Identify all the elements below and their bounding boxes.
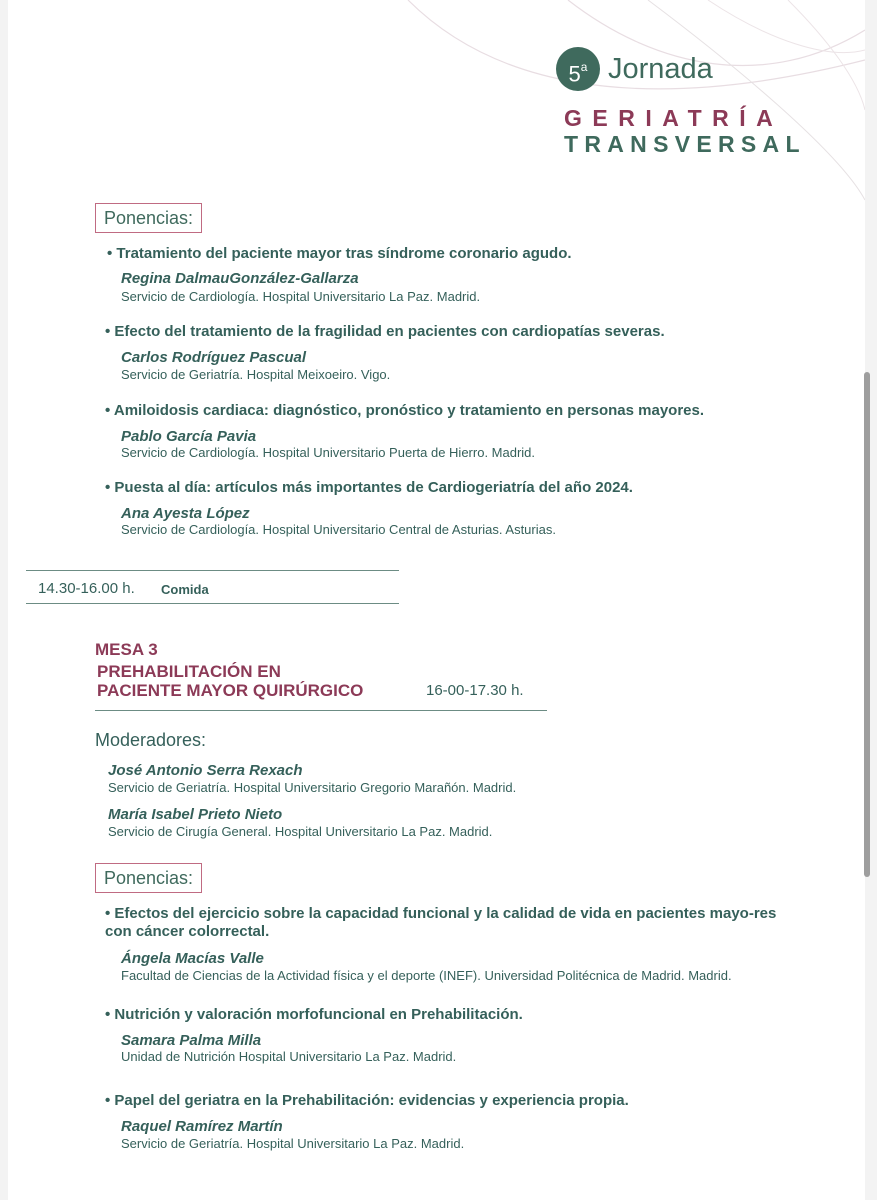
logo-line-transversal: TRANSVERSAL: [564, 131, 806, 157]
scrollbar-thumb[interactable]: [864, 372, 870, 877]
moderator-name: María Isabel Prieto Nieto: [108, 806, 283, 823]
document-page: [8, 0, 865, 1200]
talk-speaker: Samara Palma Milla: [121, 1032, 262, 1049]
mesa-number: MESA 3: [95, 640, 158, 659]
break-time: 14.30-16.00 h.: [38, 580, 135, 597]
talk-affiliation: Facultad de Ciencias de la Actividad física y el deporte (INEF). Universidad Politécnica de Madrid. Madrid.: [121, 968, 732, 983]
edition-badge: [556, 47, 600, 91]
talk-speaker: Ana Ayesta López: [121, 505, 250, 522]
talk-affiliation: Servicio de Geriatría. Hospital Universitario La Paz. Madrid.: [121, 1136, 465, 1151]
talk-title: • Efecto del tratamiento de la fragilidad en pacientes con cardiopatías severas.: [105, 323, 665, 340]
moderators-label: Moderadores:: [95, 730, 207, 750]
ponencias-label-2: Ponencias:: [95, 863, 202, 893]
edition-number: 5: [568, 61, 581, 87]
talk-speaker: Pablo García Pavia: [121, 428, 257, 445]
talk-affiliation: Unidad de Nutrición Hospital Universitario La Paz. Madrid.: [121, 1049, 457, 1064]
talk-affiliation: Servicio de Geriatría. Hospital Meixoeiro. Vigo.: [121, 367, 391, 382]
talk-speaker: Regina DalmauGonzález-Gallarza: [121, 270, 359, 287]
talk-title: • Efectos del ejercicio sobre la capacidad funcional y la calidad de vida en pacientes mayo-res con cáncer colorrectal.: [105, 905, 777, 940]
divider: [26, 570, 399, 571]
moderator-name: José Antonio Serra Rexach: [108, 762, 303, 779]
talk-title: • Nutrición y valoración morfofuncional en Prehabilitación.: [105, 1006, 523, 1023]
logo-line-geriatria: GERIATRÍA: [564, 105, 784, 131]
talk-title: • Papel del geriatra en la Prehabilitación: evidencias y experiencia propia.: [105, 1092, 629, 1109]
mesa-time: 16-00-17.30 h.: [426, 682, 524, 699]
talk-affiliation: Servicio de Cardiología. Hospital Universitario Puerta de Hierro. Madrid.: [121, 445, 536, 460]
talk-affiliation: Servicio de Cardiología. Hospital Universitario La Paz. Madrid.: [121, 289, 481, 304]
jornada-word: Jornada: [608, 53, 713, 85]
ponencias-label-1: Ponencias:: [95, 203, 202, 233]
event-logo: [556, 47, 836, 162]
talk-speaker: Raquel Ramírez Martín: [121, 1118, 283, 1135]
mesa-title-line2: PACIENTE MAYOR QUIRÚRGICO: [97, 681, 364, 700]
moderator-affiliation: Servicio de Cirugía General. Hospital Universitario La Paz. Madrid.: [108, 824, 493, 839]
break-label: Comida: [161, 582, 209, 597]
talk-title: • Puesta al día: artículos más importantes de Cardiogeriatría del año 2024.: [105, 479, 633, 496]
talk-affiliation: Servicio de Cardiología. Hospital Universitario Central de Asturias. Asturias.: [121, 522, 556, 537]
talk-speaker: Ángela Macías Valle: [121, 950, 264, 967]
mesa-title-line1: PREHABILITACIÓN EN: [97, 662, 281, 681]
talk-title: • Tratamiento del paciente mayor tras síndrome coronario agudo.: [107, 245, 572, 262]
talk-title: • Amiloidosis cardiaca: diagnóstico, pronóstico y tratamiento en personas mayores.: [105, 402, 705, 419]
divider: [95, 710, 547, 711]
moderator-affiliation: Servicio de Geriatría. Hospital Universitario Gregorio Marañón. Madrid.: [108, 780, 517, 795]
talk-speaker: Carlos Rodríguez Pascual: [121, 349, 307, 366]
divider: [26, 603, 399, 604]
edition-superscript: a: [580, 60, 588, 74]
